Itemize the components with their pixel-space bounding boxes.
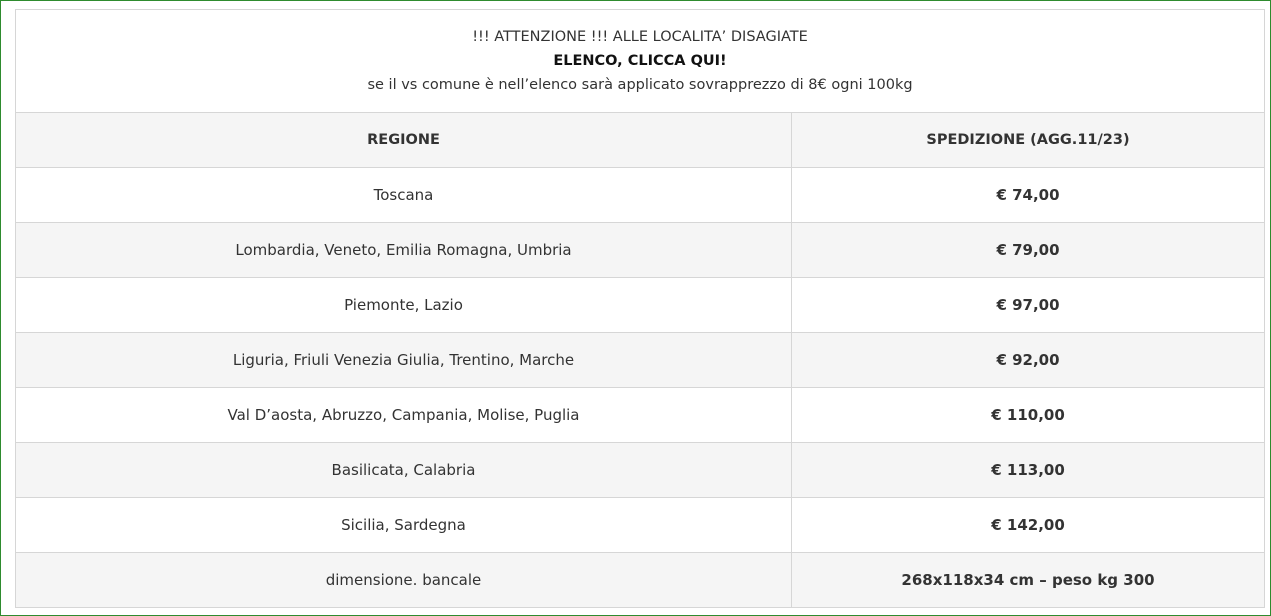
region-cell: Basilicata, Calabria <box>16 443 792 498</box>
region-cell: Toscana <box>16 168 792 223</box>
region-cell: Liguria, Friuli Venezia Giulia, Trentino, Marche <box>16 333 792 388</box>
notice-row <box>16 10 1265 113</box>
header-region: REGIONE <box>16 113 792 168</box>
price-cell: € 110,00 <box>792 388 1265 443</box>
disadvantaged-list-link[interactable]: ELENCO, CLICCA QUI! <box>553 53 727 69</box>
region-cell: Val D’aosta, Abruzzo, Campania, Molise, Puglia <box>16 388 792 443</box>
table-header-row <box>16 113 1265 168</box>
price-cell: € 74,00 <box>792 168 1265 223</box>
table-row <box>16 278 1265 333</box>
region-cell: Piemonte, Lazio <box>16 278 792 333</box>
price-cell: € 79,00 <box>792 223 1265 278</box>
table-row <box>16 168 1265 223</box>
price-cell: € 92,00 <box>792 333 1265 388</box>
header-shipping: SPEDIZIONE (AGG.11/23) <box>792 113 1265 168</box>
price-cell: € 142,00 <box>792 498 1265 553</box>
shipping-table <box>15 9 1265 608</box>
notice-cell <box>16 10 1265 113</box>
table-row <box>16 553 1265 608</box>
price-cell: 268x118x34 cm – peso kg 300 <box>792 553 1265 608</box>
table-row <box>16 333 1265 388</box>
region-cell: Sicilia, Sardegna <box>16 498 792 553</box>
table-row <box>16 223 1265 278</box>
table-row <box>16 498 1265 553</box>
region-cell: dimensione. bancale <box>16 553 792 608</box>
table-row <box>16 388 1265 443</box>
price-cell: € 113,00 <box>792 443 1265 498</box>
surcharge-text: se il vs comune è nell’elenco sarà applicato sovrapprezzo di 8€ ogni 100kg <box>367 77 913 93</box>
price-cell: € 97,00 <box>792 278 1265 333</box>
warning-text: !!! ATTENZIONE !!! ALLE LOCALITA’ DISAGIATE <box>472 29 808 45</box>
table-row <box>16 443 1265 498</box>
region-cell: Lombardia, Veneto, Emilia Romagna, Umbria <box>16 223 792 278</box>
